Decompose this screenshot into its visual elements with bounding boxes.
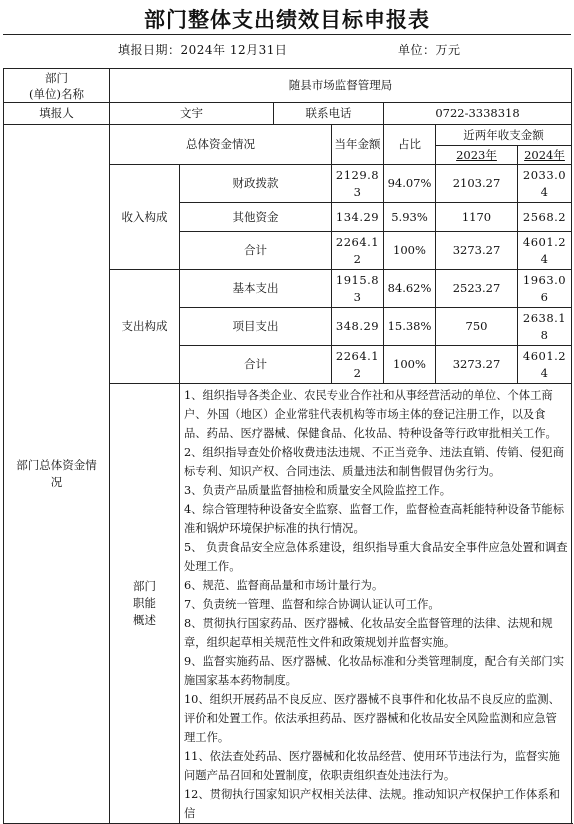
duty-item: 11、依法查处药品、医疗器械和化妆品经营、使用环节违法行为，监督实施问题产品召回和处置制度，依职责组织查处违法行为。 — [184, 750, 560, 782]
fund-row-ratio: 5.93% — [384, 203, 436, 232]
fund-row-amount: 348.29 — [332, 308, 384, 346]
fund-row-y2024: 2568.2 — [518, 203, 572, 232]
fund-row-ratio: 84.62% — [384, 270, 436, 308]
fund-row-amount: 2129.83 — [332, 165, 384, 203]
dept-name: 随县市场监督管理局 — [110, 69, 572, 103]
fund-row-y2024: 1963.06 — [518, 270, 572, 308]
duty-item: 6、规范、监督商品量和市场计量行为。 — [184, 579, 384, 592]
duty-item: 9、监督实施药品、医疗器械、化妆品标准和分类管理制度，配合有关部门实施国家基本药物制度。 — [184, 655, 564, 687]
fund-row-ratio: 94.07% — [384, 165, 436, 203]
col-y2023: 2023年 — [436, 146, 518, 165]
fund-row-y2024: 4601.24 — [518, 232, 572, 270]
fund-row-y2024: 4601.24 — [518, 346, 572, 384]
fund-row-y2023: 2523.27 — [436, 270, 518, 308]
col-ratio: 占比 — [384, 125, 436, 165]
fund-row-amount: 1915.83 — [332, 270, 384, 308]
expense-label: 支出构成 — [110, 270, 180, 384]
duty-item: 2、组织指导查处价格收费违法违规、不正当竞争、违法直销、传销、侵犯商标专利、知识产权、合同违法、质量违法和制售假冒伪劣行为。 — [184, 446, 564, 478]
duty-item: 10、组织开展药品不良反应、医疗器械不良事件和化妆品不良反应的监测、评价和处置工作。依法承担药品、医疗器械和化妆品安全风险监测和应急管理工作。 — [184, 693, 560, 744]
form-title: 部门整体支出绩效目标申报表 — [144, 7, 430, 32]
col-overview: 总体资金情况 — [110, 125, 332, 165]
income-label: 收入构成 — [110, 165, 180, 270]
funds-header-row — [4, 125, 572, 146]
duty-item: 12、贯彻执行国家知识产权相关法律、法规。推动知识产权保护工作体系和信 — [184, 788, 560, 820]
filler-row — [4, 103, 572, 125]
fund-row-amount: 134.29 — [332, 203, 384, 232]
fill-date-value: 2024年 12月31日 — [180, 43, 288, 57]
fund-row-y2023: 2103.27 — [436, 165, 518, 203]
dept-label: 部门 (单位)名称 — [4, 69, 110, 103]
duty-item: 8、贯彻执行国家药品、医疗器械、化妆品安全监督管理的法律、法规和规章，组织起草相关规范性文件和政策规划并监督实施。 — [184, 617, 553, 649]
unit-label: 单位： — [398, 43, 436, 57]
col-y2024: 2024年 — [518, 146, 572, 165]
dept-row — [4, 69, 572, 103]
fund-row-name: 项目支出 — [180, 308, 332, 346]
col-amount: 当年金额 — [332, 125, 384, 165]
fund-row-name: 财政拨款 — [180, 165, 332, 203]
duty-item: 7、负责统一管理、监督和综合协调认证认可工作。 — [184, 598, 440, 611]
fund-row-ratio: 100% — [384, 232, 436, 270]
fund-row-y2023: 3273.27 — [436, 232, 518, 270]
fill-date — [118, 41, 287, 58]
performance-form-table — [3, 68, 572, 824]
fund-row-y2023: 750 — [436, 308, 518, 346]
fund-row-y2024: 2033.04 — [518, 165, 572, 203]
phone-value: 0722-3338318 — [384, 103, 572, 125]
fund-row-name: 合计 — [180, 232, 332, 270]
fund-row-ratio: 100% — [384, 346, 436, 384]
duties-section-label: 部门职能概述 — [110, 384, 180, 824]
duties-content — [180, 384, 572, 824]
fund-row-amount: 2264.12 — [332, 232, 384, 270]
fund-row-y2023: 1170 — [436, 203, 518, 232]
unit — [398, 41, 461, 58]
phone-label: 联系电话 — [274, 103, 384, 125]
funds-section-label: 部门总体资金情况 — [4, 125, 110, 824]
duty-item: 1、组织指导各类企业、农民专业合作社和从事经营活动的单位、个体工商户、外国（地区）企业常驻代表机构等市场主体的登记注册工作，以及食品、药品、医疗器械、保健食品、化妆品、特种设备等行政审批相关工作。 — [184, 389, 557, 440]
fund-row-y2024: 2638.18 — [518, 308, 572, 346]
filler-label: 填报人 — [4, 103, 110, 125]
fund-row-name: 合计 — [180, 346, 332, 384]
fund-row-name: 基本支出 — [180, 270, 332, 308]
fund-row-name: 其他资金 — [180, 203, 332, 232]
col-recent: 近两年收支金额 — [436, 125, 572, 146]
unit-value: 万元 — [435, 43, 461, 57]
duty-item: 4、综合管理特种设备安全监察、监督工作，监督检查高耗能特种设备节能标准和锅炉环境保护标准的执行情况。 — [184, 503, 564, 535]
fund-row-ratio: 15.38% — [384, 308, 436, 346]
duty-item: 5、 负责食品安全应急体系建设，组织指导重大食品安全事件应急处置和调查处理工作。 — [184, 541, 568, 573]
filler-name: 文宇 — [110, 103, 274, 125]
fund-row-y2023: 3273.27 — [436, 346, 518, 384]
title-divider — [3, 34, 571, 35]
duty-item: 3、负责产品质量监督抽检和质量安全风险监控工作。 — [184, 484, 452, 497]
fund-row-amount: 2264.12 — [332, 346, 384, 384]
fill-date-label: 填报日期： — [118, 43, 181, 57]
